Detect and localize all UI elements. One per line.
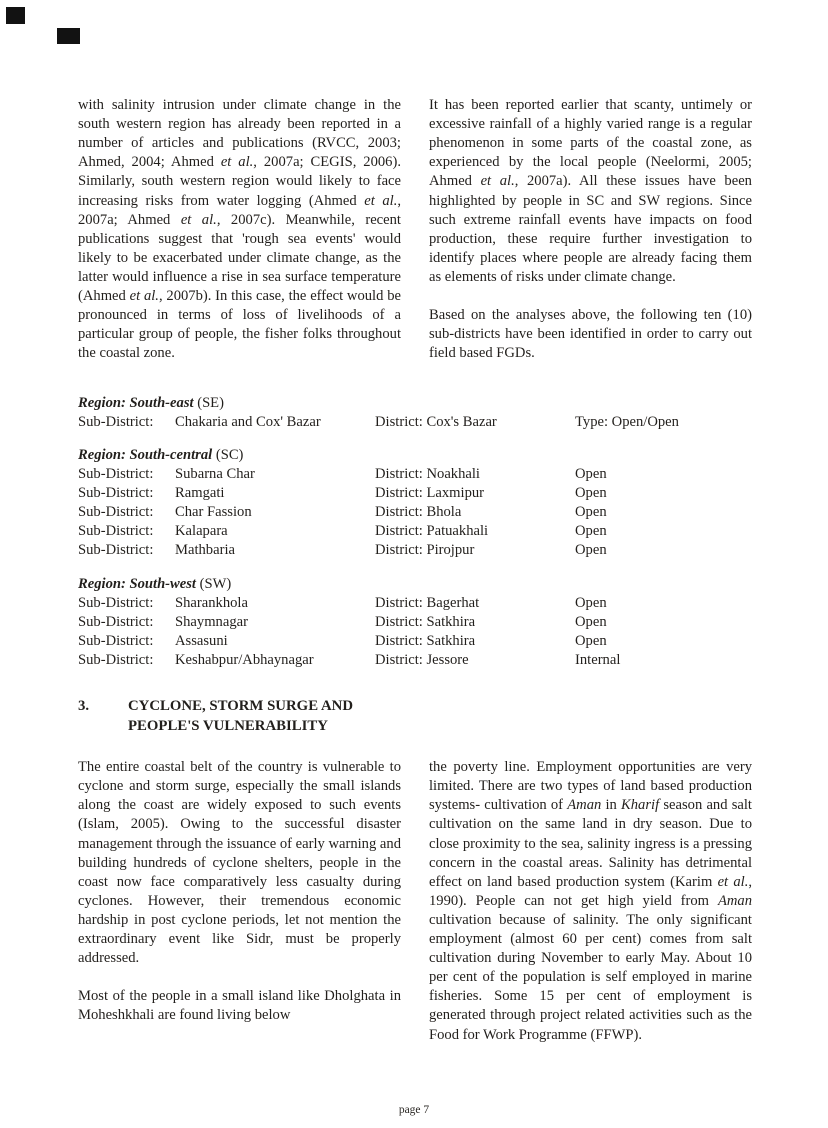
region-code: (SW)	[196, 576, 232, 593]
sub-district-value: Ramgati	[175, 485, 225, 502]
intro-right-column	[429, 96, 752, 364]
sub-district-value: Chakaria and Cox' Bazar	[175, 413, 321, 430]
region-row	[78, 594, 752, 613]
region-row	[78, 541, 752, 560]
district-value: District: Bagerhat	[375, 595, 480, 612]
district-value: District: Cox's Bazar	[375, 413, 497, 430]
type-value: Open	[575, 504, 607, 521]
district-value: District: Noakhali	[375, 466, 480, 483]
sub-district-label: Sub-District:	[78, 652, 154, 669]
sub-district-label: Sub-District:	[78, 633, 154, 650]
district-value: District: Satkhira	[375, 633, 476, 650]
type-value: Open	[575, 633, 607, 650]
region-row	[78, 413, 752, 432]
district-value: District: Jessore	[375, 652, 469, 669]
sub-district-value: Kalapara	[175, 523, 228, 540]
paragraph: The entire coastal belt of the country is vulnerable to cyclone and storm surge, especially the small islands along the coast are widely exposed to such events (Islam, 2005). Owing to the successful disaster management through the issuance of early warning and building hundreds of cyclone shelters, people in the coast now face comparatively less casualty during cyclones. However, their tremendous economic hardship in post cyclone periods, let not mention the extraordinary event like Sidr, must be properly addressed.	[78, 759, 401, 967]
sub-district-value: Keshabpur/Abhaynagar	[175, 652, 314, 669]
type-value: Open	[575, 523, 607, 540]
sub-district-value: Mathbaria	[175, 542, 235, 559]
sub-district-label: Sub-District:	[78, 504, 154, 521]
region-heading	[78, 394, 752, 413]
sub-district-value: Assasuni	[175, 633, 228, 650]
district-value: District: Bhola	[375, 504, 462, 521]
section-columns	[78, 758, 752, 1045]
intro-columns	[78, 96, 752, 364]
sub-district-label: Sub-District:	[78, 595, 154, 612]
section-heading	[78, 697, 752, 737]
section-title: CYCLONE, STORM SURGE AND PEOPLE'S VULNERABILITY	[128, 698, 354, 735]
type-value: Open	[575, 466, 607, 483]
region-name: Region: South-central	[78, 447, 213, 464]
type-value: Open	[575, 542, 607, 559]
region-heading	[78, 446, 752, 465]
sub-district-label: Sub-District:	[78, 485, 154, 502]
region-row	[78, 613, 752, 632]
district-value: District: Patuakhali	[375, 523, 489, 540]
district-value: District: Pirojpur	[375, 542, 475, 559]
sub-district-label: Sub-District:	[78, 523, 154, 540]
region-name: Region: South-west	[78, 576, 196, 593]
intro-left-column	[78, 96, 401, 364]
region-heading	[78, 575, 752, 594]
page-number: page 7	[398, 1104, 430, 1116]
district-value: District: Satkhira	[375, 614, 476, 631]
type-value: Open	[575, 595, 607, 612]
paragraph: the poverty line. Employment opportunities are very limited. There are two types of land based production systems- cultivation of Aman in Kharif season and salt cultivation on the same land in dry season. Due to close proximity to the sea, salinity ingress is a pressing concern in the coastal areas. Salinity has detrimental effect on land based production system (Karim et al., 1990). People can not get high yield from Aman cultivation because of salinity. The only significant employment (almost 60 per cent) comes from salt cultivation during November to early May. About 10 per cent of the population is self employed in marine fisheries. Some 15 per cent of employment is generated through project related activities such as the Food for Work Programme (FFWP).	[429, 759, 753, 1043]
type-value: Open	[575, 614, 607, 631]
paragraph: Based on the analyses above, the following ten (10) sub-districts have been identified in order to carry out field based FGDs.	[429, 307, 752, 362]
region-row	[78, 651, 752, 670]
fgd-site-list	[78, 394, 752, 671]
sub-district-value: Sharankhola	[175, 595, 248, 612]
region-group-southcentral	[78, 446, 752, 560]
region-group-southwest	[78, 575, 752, 670]
sub-district-label: Sub-District:	[78, 466, 154, 483]
type-value: Type: Open/Open	[575, 413, 679, 430]
sub-district-label: Sub-District:	[78, 614, 154, 631]
sub-district-value: Subarna Char	[175, 466, 255, 483]
region-row	[78, 484, 752, 503]
type-value: Open	[575, 485, 607, 502]
region-code: (SE)	[193, 394, 224, 411]
region-name: Region: South-east	[78, 394, 194, 411]
region-code: (SC)	[212, 447, 244, 464]
paragraph: Most of the people in a small island like Dholghata in Moheshkhali are found living below	[78, 988, 401, 1024]
scan-artifact-1	[6, 7, 25, 24]
region-row	[78, 522, 752, 541]
section-cyclone-vulnerability	[78, 697, 752, 1045]
sub-district-value: Shaymnagar	[175, 614, 248, 631]
section-right-column	[429, 758, 752, 1045]
paragraph: It has been reported earlier that scanty, untimely or excessive rainfall of a highly varied range is a regular phenomenon in some parts of the coastal zone, as experienced by the local people (Neelormi, 2005; Ahmed et al., 2007a). All these issues have been highlighted by people in SC and SW regions. Since such extreme rainfall events have impacts on food production, these require further investigation to identify places where people are already facing them as elements of risks under climate change.	[429, 97, 752, 285]
scan-artifact-2	[57, 28, 80, 44]
paragraph: with salinity intrusion under climate change in the south western region has already been reported in a number of articles and publications (RVCC, 2003; Ahmed, 2004; Ahmed et al., 2007a; CEGIS, 2006). Similarly, south western region would likely to face increasing risks from water logging (Ahmed et al., 2007a; Ahmed et al., 2007c). Meanwhile, recent publications suggest that 'rough sea events' would likely to be exacerbated under climate change, as the latter would influence a rise in sea surface temperature (Ahmed et al., 2007b). In this case, the effect would be pronounced in terms of loss of livelihoods of a particular group of people, the fisher folks throughout the coastal zone.	[78, 97, 402, 362]
region-row	[78, 465, 752, 484]
sub-district-label: Sub-District:	[78, 413, 154, 430]
region-row	[78, 503, 752, 522]
type-value: Internal	[575, 652, 621, 669]
region-row	[78, 632, 752, 651]
section-left-column	[78, 758, 401, 1045]
region-group-southeast	[78, 394, 752, 432]
section-number: 3.	[78, 698, 90, 715]
sub-district-value: Char Fassion	[175, 504, 252, 521]
sub-district-label: Sub-District:	[78, 542, 154, 559]
district-value: District: Laxmipur	[375, 485, 485, 502]
